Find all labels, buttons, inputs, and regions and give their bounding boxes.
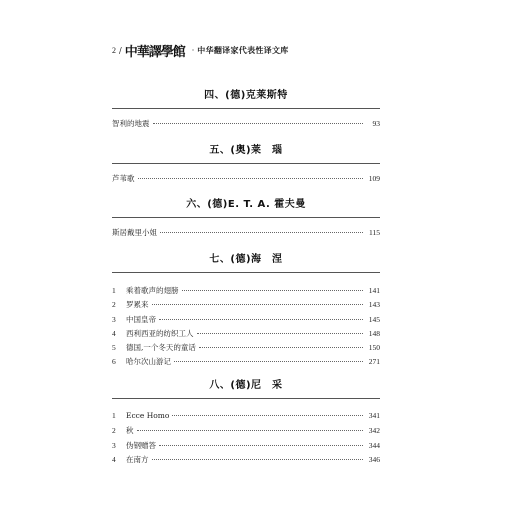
toc-entry[interactable] (112, 299, 380, 313)
page-number: 2 (112, 45, 116, 55)
toc-entry[interactable] (112, 440, 380, 454)
header-separator: · (191, 45, 195, 55)
entry-number: 1 (112, 286, 116, 295)
entry-number: 2 (112, 300, 116, 310)
entry-title: 罗累来 (126, 300, 149, 310)
entry-page: 271 (368, 357, 380, 367)
entry-page: 143 (368, 300, 380, 310)
entry-page: 346 (368, 454, 380, 464)
entry-page: 109 (368, 174, 380, 183)
entry-number: 2 (112, 426, 116, 436)
entry-title: 伪钢赠答 (126, 440, 156, 450)
entry-title: 在南方 (126, 454, 149, 464)
leader-dots (199, 347, 363, 348)
header-slash: / (119, 45, 122, 55)
entry-number: 6 (112, 357, 116, 367)
leader-dots (159, 319, 363, 320)
entry-page: 93 (372, 119, 380, 128)
section-rule (112, 163, 380, 164)
entry-title: 芦苇歌 (112, 174, 135, 183)
entry-title: 德国,一个冬天的童话 (126, 343, 196, 353)
leader-dots (138, 178, 364, 179)
toc-entry[interactable] (112, 356, 380, 370)
series-title: 中华翻译家代表性译文库 (197, 44, 289, 55)
toc-entry[interactable] (112, 173, 380, 187)
section-title: 七、(德)海 涅 (209, 254, 283, 265)
section-title: 五、(奥)莱 瑙 (209, 145, 283, 156)
toc-entry[interactable] (112, 118, 380, 132)
toc-section-lenau (112, 141, 380, 187)
entry-title: 智利的地震 (112, 119, 150, 128)
leader-dots (152, 304, 364, 305)
section-rule (112, 272, 380, 273)
section-title: 八、(德)尼 采 (209, 380, 283, 391)
entry-page: 148 (368, 328, 380, 338)
series-logo: 中華譯學館 (124, 43, 185, 59)
entry-page: 150 (368, 343, 380, 353)
entry-page: 342 (368, 426, 380, 436)
section-rule (112, 108, 380, 109)
section-rule (112, 217, 380, 218)
entry-page: 145 (368, 314, 380, 324)
entry-number: 4 (112, 328, 116, 338)
leader-dots (172, 415, 363, 416)
entry-title: 秋 (126, 426, 134, 436)
entry-page: 115 (369, 228, 380, 237)
entry-title: Ecce Homo (126, 411, 170, 420)
entry-title: 斯居戴里小姐 (112, 228, 157, 237)
entry-number: 3 (112, 440, 116, 450)
leader-dots (160, 232, 363, 233)
running-header (112, 42, 289, 58)
section-title: 六、(德)E. T. A. 霍夫曼 (186, 199, 306, 210)
leader-dots (182, 290, 364, 291)
entry-title: 西利西亚的纺织工人 (126, 328, 194, 338)
toc-entry[interactable] (112, 227, 380, 241)
entry-title: 乘着歌声的翅膀 (126, 286, 179, 295)
leader-dots (174, 361, 363, 362)
entry-title: 哈尔次山游记 (126, 357, 171, 367)
entry-page: 341 (368, 411, 380, 420)
leader-dots (153, 123, 364, 124)
toc-entry[interactable] (112, 411, 380, 425)
entry-number: 3 (112, 314, 116, 324)
section-title: 四、(德)克莱斯特 (204, 90, 288, 101)
entry-page: 141 (368, 286, 380, 295)
leader-dots (137, 430, 364, 431)
toc-entry[interactable] (112, 314, 380, 328)
toc-section-hoffmann (112, 195, 380, 241)
leader-dots (159, 445, 363, 446)
entry-number: 4 (112, 454, 116, 464)
leader-dots (197, 333, 364, 334)
entry-number: 1 (112, 411, 116, 420)
toc-entry[interactable] (112, 285, 380, 299)
toc-section-nietzsche (112, 376, 380, 468)
toc-section-kleist (112, 86, 380, 132)
section-rule (112, 398, 380, 399)
toc-entry[interactable] (112, 328, 380, 342)
entry-number: 5 (112, 343, 116, 353)
toc-entry[interactable] (112, 425, 380, 439)
leader-dots (152, 459, 364, 460)
toc-section-heine (112, 250, 380, 371)
entry-page: 344 (368, 440, 380, 450)
entry-title: 中国皇帝 (126, 314, 156, 324)
toc-entry[interactable] (112, 342, 380, 356)
toc-entry[interactable] (112, 454, 380, 468)
